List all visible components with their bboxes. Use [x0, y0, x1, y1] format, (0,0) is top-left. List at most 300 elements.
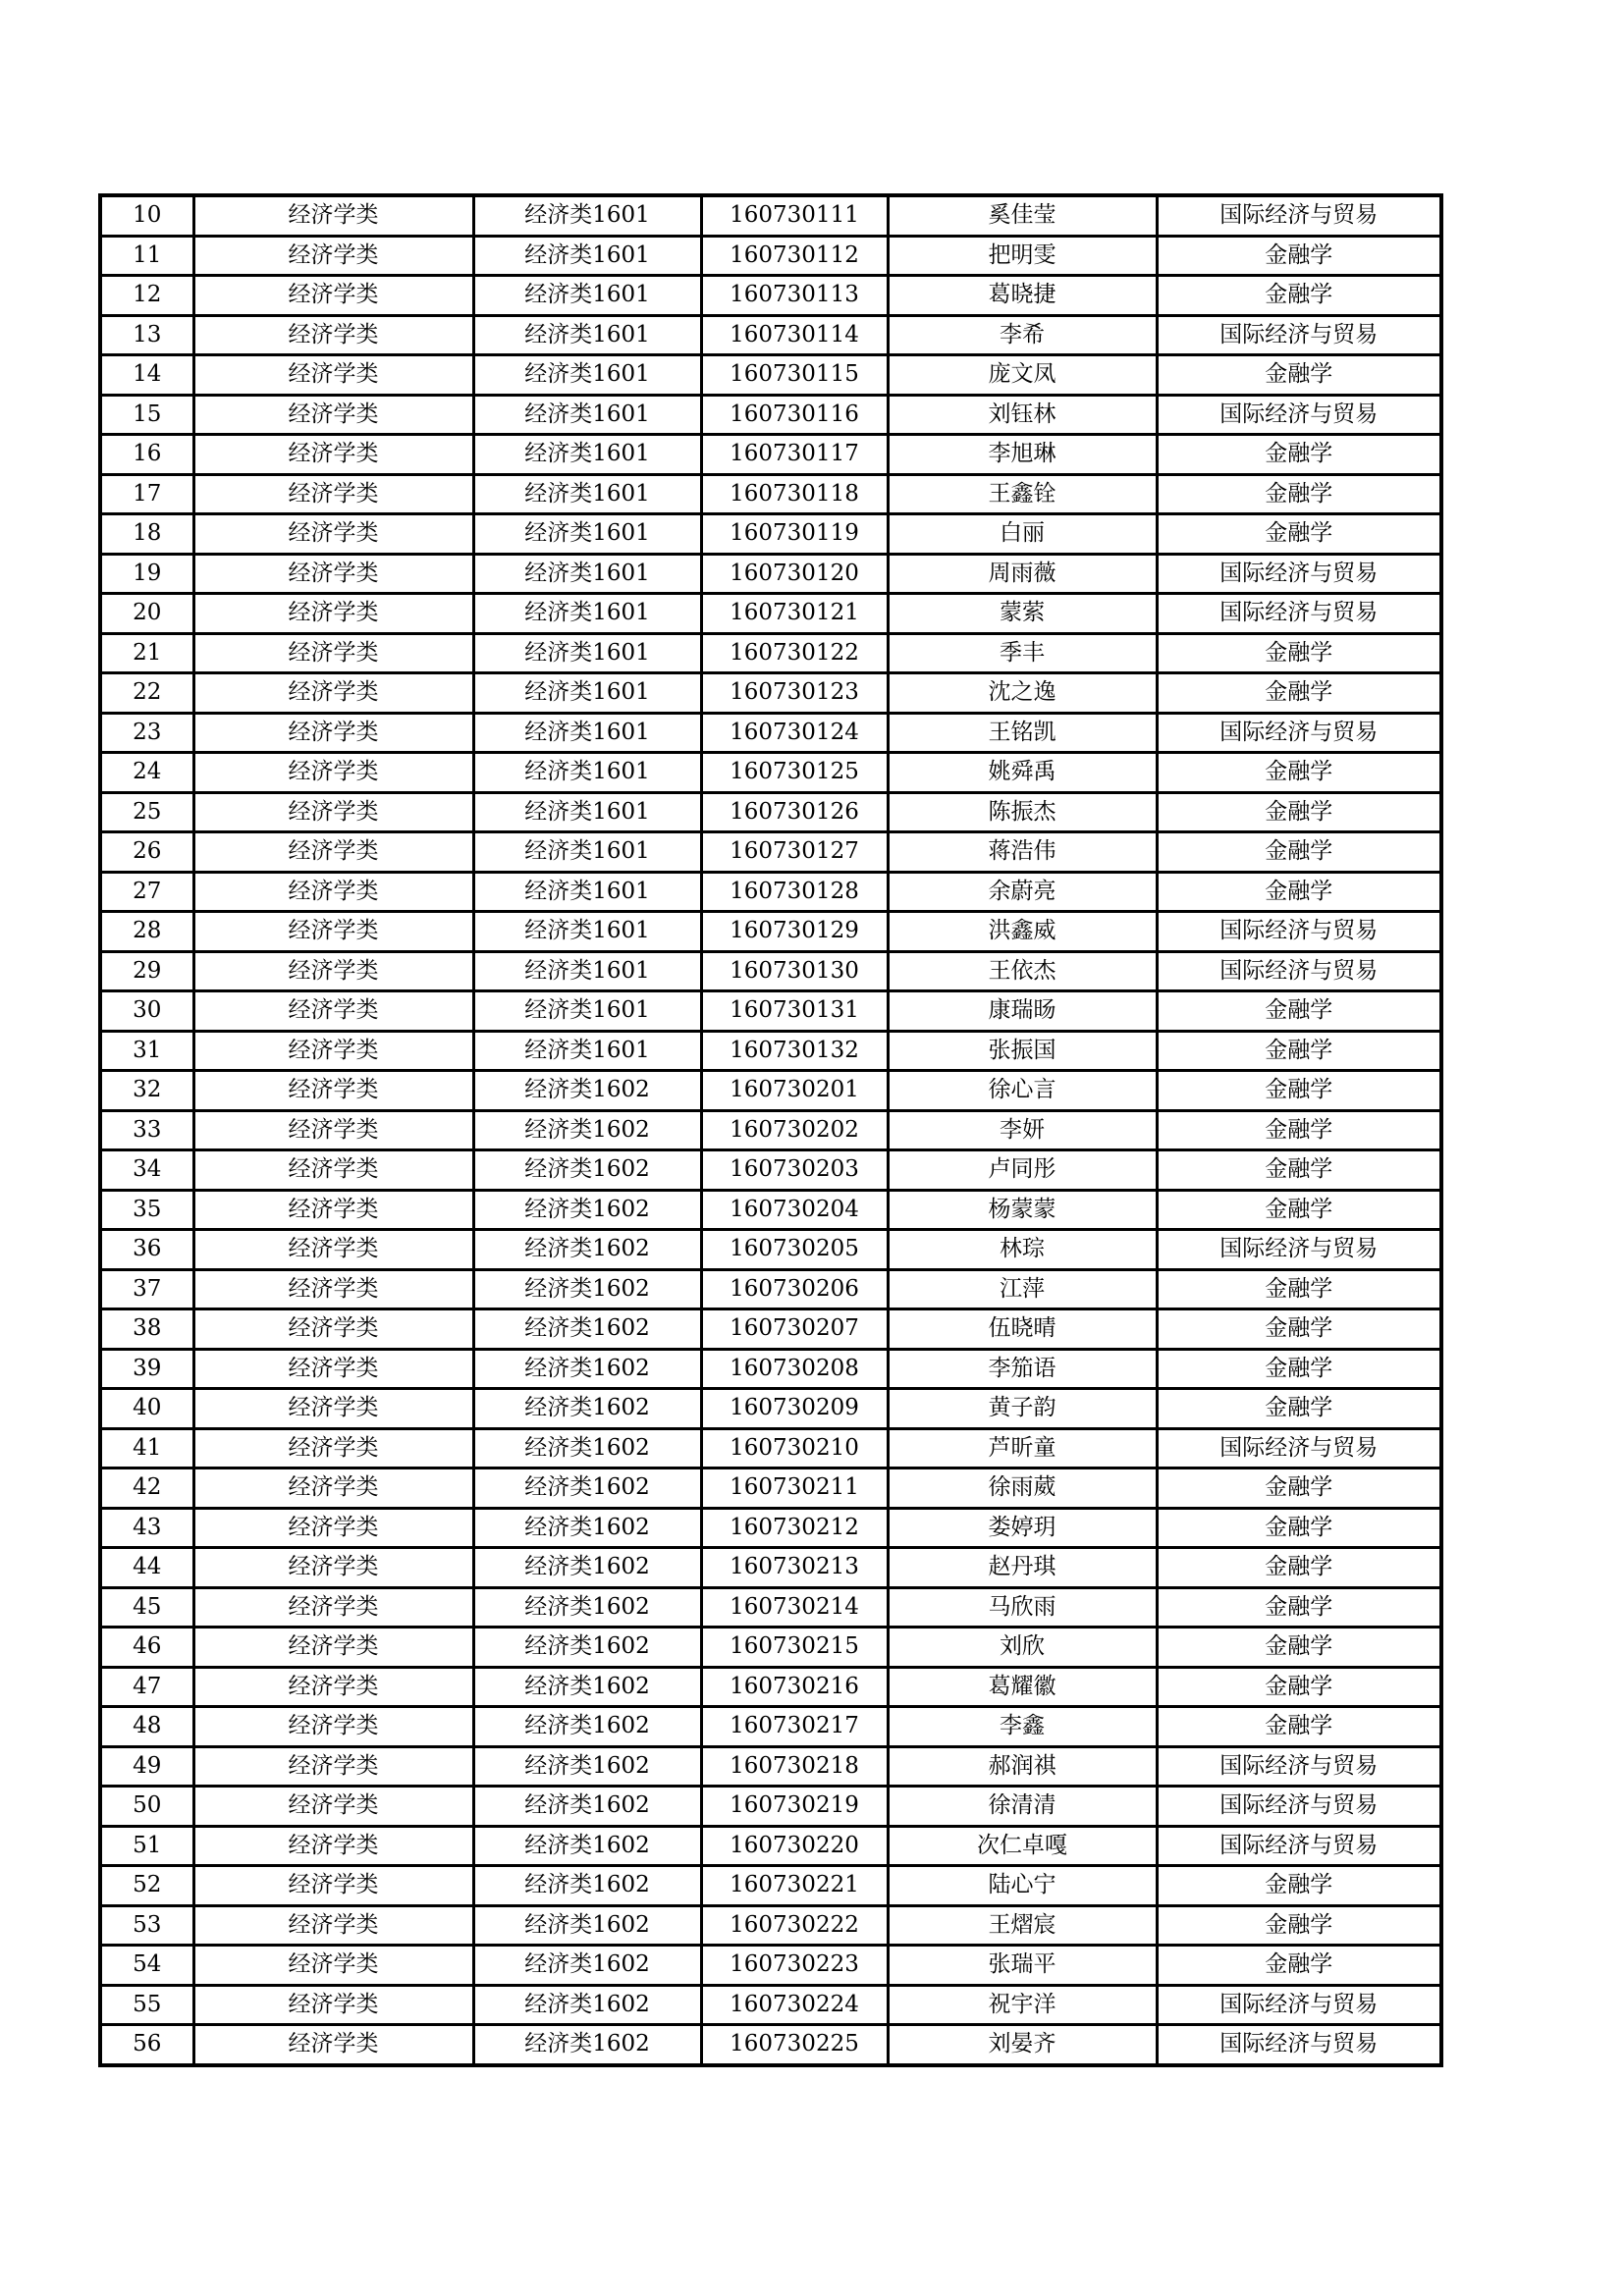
table-row: [100, 1031, 1441, 1071]
cell-row_number: 29: [100, 951, 193, 991]
cell-row_number: 23: [100, 713, 193, 753]
cell-row_number: 24: [100, 753, 193, 793]
table-row: [100, 991, 1441, 1032]
cell-class: 经济类1601: [473, 276, 701, 316]
cell-class: 经济类1602: [473, 1508, 701, 1548]
table-row: [100, 1628, 1441, 1668]
table-row: [100, 1866, 1441, 1906]
cell-major: 金融学: [1157, 1071, 1441, 1111]
cell-category: 经济学类: [193, 276, 473, 316]
cell-major: 金融学: [1157, 514, 1441, 555]
cell-name: 祝宇洋: [888, 1985, 1157, 2025]
cell-class: 经济类1601: [473, 753, 701, 793]
cell-major: 金融学: [1157, 1628, 1441, 1668]
cell-row_number: 21: [100, 633, 193, 673]
cell-category: 经济学类: [193, 1428, 473, 1468]
cell-category: 经济学类: [193, 554, 473, 594]
cell-name: 徐清清: [888, 1787, 1157, 1827]
cell-name: 次仁卓嘎: [888, 1826, 1157, 1866]
table-row: [100, 713, 1441, 753]
cell-category: 经济学类: [193, 1826, 473, 1866]
cell-class: 经济类1602: [473, 1071, 701, 1111]
cell-class: 经济类1602: [473, 1428, 701, 1468]
cell-student_id: 160730212: [701, 1508, 888, 1548]
cell-student_id: 160730223: [701, 1946, 888, 1986]
cell-name: 陈振杰: [888, 792, 1157, 832]
cell-student_id: 160730207: [701, 1309, 888, 1350]
cell-row_number: 30: [100, 991, 193, 1032]
cell-category: 经济学类: [193, 1667, 473, 1707]
cell-class: 经济类1602: [473, 1309, 701, 1350]
cell-name: 李旭琳: [888, 435, 1157, 475]
cell-student_id: 160730124: [701, 713, 888, 753]
cell-class: 经济类1602: [473, 1150, 701, 1191]
cell-student_id: 160730215: [701, 1628, 888, 1668]
cell-class: 经济类1602: [473, 1787, 701, 1827]
cell-class: 经济类1602: [473, 1866, 701, 1906]
table-row: [100, 1587, 1441, 1628]
cell-major: 国际经济与贸易: [1157, 713, 1441, 753]
cell-class: 经济类1601: [473, 673, 701, 714]
cell-row_number: 37: [100, 1269, 193, 1309]
cell-class: 经济类1602: [473, 1946, 701, 1986]
cell-row_number: 34: [100, 1150, 193, 1191]
table-row: [100, 474, 1441, 514]
cell-name: 蒋浩伟: [888, 832, 1157, 873]
cell-category: 经济学类: [193, 1230, 473, 1270]
cell-category: 经济学类: [193, 1269, 473, 1309]
cell-row_number: 26: [100, 832, 193, 873]
table-row: [100, 276, 1441, 316]
cell-major: 金融学: [1157, 1150, 1441, 1191]
cell-major: 金融学: [1157, 1866, 1441, 1906]
cell-class: 经济类1601: [473, 236, 701, 276]
cell-student_id: 160730113: [701, 276, 888, 316]
cell-class: 经济类1602: [473, 1110, 701, 1150]
cell-major: 金融学: [1157, 1309, 1441, 1350]
cell-name: 赵丹琪: [888, 1548, 1157, 1588]
cell-category: 经济学类: [193, 1787, 473, 1827]
cell-major: 国际经济与贸易: [1157, 1230, 1441, 1270]
cell-class: 经济类1602: [473, 1905, 701, 1946]
cell-class: 经济类1602: [473, 1628, 701, 1668]
cell-name: 黄子韵: [888, 1389, 1157, 1429]
cell-row_number: 36: [100, 1230, 193, 1270]
cell-class: 经济类1601: [473, 554, 701, 594]
cell-category: 经济学类: [193, 633, 473, 673]
cell-row_number: 50: [100, 1787, 193, 1827]
cell-student_id: 160730121: [701, 594, 888, 634]
cell-major: 金融学: [1157, 753, 1441, 793]
cell-student_id: 160730126: [701, 792, 888, 832]
table-row: [100, 1468, 1441, 1509]
cell-name: 王铭凯: [888, 713, 1157, 753]
cell-row_number: 49: [100, 1746, 193, 1787]
cell-major: 国际经济与贸易: [1157, 1985, 1441, 2025]
cell-student_id: 160730119: [701, 514, 888, 555]
cell-row_number: 38: [100, 1309, 193, 1350]
cell-name: 李妍: [888, 1110, 1157, 1150]
cell-class: 经济类1601: [473, 474, 701, 514]
cell-student_id: 160730130: [701, 951, 888, 991]
cell-row_number: 13: [100, 315, 193, 355]
cell-name: 徐心言: [888, 1071, 1157, 1111]
cell-row_number: 12: [100, 276, 193, 316]
cell-class: 经济类1602: [473, 1190, 701, 1230]
table-row: [100, 1667, 1441, 1707]
cell-row_number: 17: [100, 474, 193, 514]
cell-class: 经济类1602: [473, 1389, 701, 1429]
table-row: [100, 1985, 1441, 2025]
cell-row_number: 28: [100, 912, 193, 952]
cell-row_number: 15: [100, 395, 193, 435]
table-row: [100, 1508, 1441, 1548]
cell-class: 经济类1602: [473, 1667, 701, 1707]
cell-row_number: 16: [100, 435, 193, 475]
cell-row_number: 41: [100, 1428, 193, 1468]
cell-category: 经济学类: [193, 1707, 473, 1747]
cell-category: 经济学类: [193, 1587, 473, 1628]
cell-major: 金融学: [1157, 872, 1441, 912]
cell-category: 经济学类: [193, 435, 473, 475]
cell-student_id: 160730118: [701, 474, 888, 514]
cell-name: 伍晓晴: [888, 1309, 1157, 1350]
cell-category: 经济学类: [193, 1071, 473, 1111]
cell-row_number: 51: [100, 1826, 193, 1866]
cell-major: 国际经济与贸易: [1157, 395, 1441, 435]
cell-major: 金融学: [1157, 1905, 1441, 1946]
cell-major: 金融学: [1157, 673, 1441, 714]
table-row: [100, 673, 1441, 714]
cell-class: 经济类1601: [473, 713, 701, 753]
cell-row_number: 31: [100, 1031, 193, 1071]
cell-student_id: 160730206: [701, 1269, 888, 1309]
table-row: [100, 1826, 1441, 1866]
table-row: [100, 395, 1441, 435]
cell-row_number: 46: [100, 1628, 193, 1668]
cell-category: 经济学类: [193, 872, 473, 912]
cell-name: 刘欣: [888, 1628, 1157, 1668]
cell-row_number: 42: [100, 1468, 193, 1509]
cell-category: 经济学类: [193, 1389, 473, 1429]
cell-major: 金融学: [1157, 474, 1441, 514]
cell-student_id: 160730213: [701, 1548, 888, 1588]
table-row: [100, 1230, 1441, 1270]
table-row: [100, 1389, 1441, 1429]
cell-major: 金融学: [1157, 991, 1441, 1032]
cell-class: 经济类1601: [473, 315, 701, 355]
cell-name: 庞文凤: [888, 355, 1157, 396]
cell-row_number: 44: [100, 1548, 193, 1588]
cell-row_number: 19: [100, 554, 193, 594]
cell-name: 季丰: [888, 633, 1157, 673]
cell-category: 经济学类: [193, 1110, 473, 1150]
cell-name: 刘钰林: [888, 395, 1157, 435]
roster-table-body: [100, 195, 1441, 2065]
cell-category: 经济学类: [193, 395, 473, 435]
table-row: [100, 236, 1441, 276]
cell-student_id: 160730222: [701, 1905, 888, 1946]
cell-name: 李鑫: [888, 1707, 1157, 1747]
cell-student_id: 160730128: [701, 872, 888, 912]
cell-name: 洪鑫威: [888, 912, 1157, 952]
cell-major: 金融学: [1157, 1707, 1441, 1747]
cell-category: 经济学类: [193, 594, 473, 634]
cell-name: 马欣雨: [888, 1587, 1157, 1628]
cell-row_number: 45: [100, 1587, 193, 1628]
cell-major: 金融学: [1157, 1946, 1441, 1986]
cell-major: 金融学: [1157, 1349, 1441, 1389]
cell-name: 蒙萦: [888, 594, 1157, 634]
cell-row_number: 22: [100, 673, 193, 714]
cell-student_id: 160730224: [701, 1985, 888, 2025]
cell-class: 经济类1601: [473, 1031, 701, 1071]
cell-row_number: 40: [100, 1389, 193, 1429]
table-row: [100, 1787, 1441, 1827]
cell-student_id: 160730203: [701, 1150, 888, 1191]
cell-name: 王依杰: [888, 951, 1157, 991]
table-row: [100, 1746, 1441, 1787]
cell-student_id: 160730216: [701, 1667, 888, 1707]
cell-category: 经济学类: [193, 1468, 473, 1509]
cell-student_id: 160730115: [701, 355, 888, 396]
cell-row_number: 52: [100, 1866, 193, 1906]
cell-category: 经济学类: [193, 951, 473, 991]
document-page: [98, 193, 1443, 2067]
table-row: [100, 1269, 1441, 1309]
cell-major: 金融学: [1157, 276, 1441, 316]
cell-name: 王鑫铨: [888, 474, 1157, 514]
student-roster-table: [98, 193, 1443, 2067]
table-row: [100, 195, 1441, 236]
cell-class: 经济类1601: [473, 912, 701, 952]
cell-category: 经济学类: [193, 1190, 473, 1230]
cell-major: 国际经济与贸易: [1157, 912, 1441, 952]
cell-class: 经济类1602: [473, 1269, 701, 1309]
cell-major: 金融学: [1157, 1587, 1441, 1628]
table-row: [100, 1905, 1441, 1946]
cell-major: 金融学: [1157, 236, 1441, 276]
cell-major: 国际经济与贸易: [1157, 1746, 1441, 1787]
cell-row_number: 14: [100, 355, 193, 396]
cell-major: 金融学: [1157, 792, 1441, 832]
table-row: [100, 2025, 1441, 2065]
cell-student_id: 160730211: [701, 1468, 888, 1509]
cell-row_number: 53: [100, 1905, 193, 1946]
table-row: [100, 1190, 1441, 1230]
cell-name: 徐雨葳: [888, 1468, 1157, 1509]
cell-category: 经济学类: [193, 753, 473, 793]
table-row: [100, 753, 1441, 793]
cell-student_id: 160730123: [701, 673, 888, 714]
cell-category: 经济学类: [193, 2025, 473, 2065]
cell-class: 经济类1602: [473, 1349, 701, 1389]
cell-class: 经济类1602: [473, 1230, 701, 1270]
cell-row_number: 47: [100, 1667, 193, 1707]
cell-row_number: 54: [100, 1946, 193, 1986]
cell-category: 经济学类: [193, 792, 473, 832]
cell-name: 张振国: [888, 1031, 1157, 1071]
cell-row_number: 18: [100, 514, 193, 555]
table-row: [100, 554, 1441, 594]
cell-student_id: 160730125: [701, 753, 888, 793]
cell-row_number: 48: [100, 1707, 193, 1747]
cell-class: 经济类1602: [473, 1587, 701, 1628]
cell-row_number: 27: [100, 872, 193, 912]
cell-major: 金融学: [1157, 1508, 1441, 1548]
cell-name: 余蔚亮: [888, 872, 1157, 912]
cell-category: 经济学类: [193, 673, 473, 714]
cell-class: 经济类1601: [473, 872, 701, 912]
cell-class: 经济类1602: [473, 1548, 701, 1588]
cell-major: 金融学: [1157, 1389, 1441, 1429]
cell-class: 经济类1601: [473, 832, 701, 873]
cell-name: 杨蒙蒙: [888, 1190, 1157, 1230]
cell-category: 经济学类: [193, 315, 473, 355]
cell-class: 经济类1601: [473, 633, 701, 673]
table-row: [100, 633, 1441, 673]
cell-row_number: 33: [100, 1110, 193, 1150]
cell-row_number: 43: [100, 1508, 193, 1548]
cell-major: 国际经济与贸易: [1157, 1428, 1441, 1468]
cell-name: 王熠宸: [888, 1905, 1157, 1946]
cell-category: 经济学类: [193, 1349, 473, 1389]
cell-name: 葛耀徽: [888, 1667, 1157, 1707]
cell-class: 经济类1602: [473, 1468, 701, 1509]
cell-category: 经济学类: [193, 474, 473, 514]
cell-student_id: 160730221: [701, 1866, 888, 1906]
cell-student_id: 160730202: [701, 1110, 888, 1150]
cell-student_id: 160730218: [701, 1746, 888, 1787]
cell-major: 国际经济与贸易: [1157, 315, 1441, 355]
table-row: [100, 792, 1441, 832]
cell-name: 周雨薇: [888, 554, 1157, 594]
cell-name: 李笳语: [888, 1349, 1157, 1389]
cell-name: 芦昕童: [888, 1428, 1157, 1468]
table-row: [100, 594, 1441, 634]
table-row: [100, 951, 1441, 991]
cell-major: 金融学: [1157, 435, 1441, 475]
table-row: [100, 912, 1441, 952]
cell-category: 经济学类: [193, 514, 473, 555]
cell-category: 经济学类: [193, 1548, 473, 1588]
table-row: [100, 514, 1441, 555]
cell-row_number: 10: [100, 195, 193, 236]
cell-student_id: 160730214: [701, 1587, 888, 1628]
cell-student_id: 160730204: [701, 1190, 888, 1230]
cell-category: 经济学类: [193, 1150, 473, 1191]
cell-major: 国际经济与贸易: [1157, 1787, 1441, 1827]
table-row: [100, 1150, 1441, 1191]
cell-student_id: 160730132: [701, 1031, 888, 1071]
cell-row_number: 11: [100, 236, 193, 276]
cell-class: 经济类1602: [473, 1985, 701, 2025]
cell-student_id: 160730209: [701, 1389, 888, 1429]
cell-major: 国际经济与贸易: [1157, 2025, 1441, 2065]
table-row: [100, 1349, 1441, 1389]
cell-name: 把明雯: [888, 236, 1157, 276]
table-row: [100, 1548, 1441, 1588]
cell-class: 经济类1601: [473, 594, 701, 634]
cell-name: 沈之逸: [888, 673, 1157, 714]
cell-row_number: 55: [100, 1985, 193, 2025]
cell-major: 金融学: [1157, 1667, 1441, 1707]
cell-student_id: 160730116: [701, 395, 888, 435]
cell-row_number: 39: [100, 1349, 193, 1389]
cell-category: 经济学类: [193, 1309, 473, 1350]
table-row: [100, 315, 1441, 355]
cell-major: 金融学: [1157, 1269, 1441, 1309]
cell-class: 经济类1601: [473, 514, 701, 555]
cell-student_id: 160730120: [701, 554, 888, 594]
table-row: [100, 1946, 1441, 1986]
cell-name: 康瑞旸: [888, 991, 1157, 1032]
cell-student_id: 160730111: [701, 195, 888, 236]
cell-category: 经济学类: [193, 1866, 473, 1906]
cell-class: 经济类1601: [473, 355, 701, 396]
cell-student_id: 160730219: [701, 1787, 888, 1827]
cell-row_number: 35: [100, 1190, 193, 1230]
cell-name: 白丽: [888, 514, 1157, 555]
cell-student_id: 160730210: [701, 1428, 888, 1468]
cell-category: 经济学类: [193, 1628, 473, 1668]
cell-category: 经济学类: [193, 355, 473, 396]
cell-class: 经济类1601: [473, 195, 701, 236]
cell-student_id: 160730122: [701, 633, 888, 673]
cell-student_id: 160730129: [701, 912, 888, 952]
cell-major: 国际经济与贸易: [1157, 1826, 1441, 1866]
cell-name: 奚佳莹: [888, 195, 1157, 236]
cell-category: 经济学类: [193, 912, 473, 952]
cell-name: 郝润祺: [888, 1746, 1157, 1787]
cell-name: 姚舜禹: [888, 753, 1157, 793]
cell-class: 经济类1601: [473, 951, 701, 991]
table-row: [100, 1428, 1441, 1468]
cell-name: 张瑞平: [888, 1946, 1157, 1986]
cell-category: 经济学类: [193, 195, 473, 236]
cell-category: 经济学类: [193, 236, 473, 276]
cell-category: 经济学类: [193, 1508, 473, 1548]
cell-class: 经济类1602: [473, 1707, 701, 1747]
cell-name: 陆心宁: [888, 1866, 1157, 1906]
table-row: [100, 1707, 1441, 1747]
table-row: [100, 1071, 1441, 1111]
cell-major: 金融学: [1157, 355, 1441, 396]
table-row: [100, 872, 1441, 912]
cell-name: 葛晓捷: [888, 276, 1157, 316]
cell-student_id: 160730112: [701, 236, 888, 276]
cell-category: 经济学类: [193, 1985, 473, 2025]
cell-row_number: 25: [100, 792, 193, 832]
cell-major: 国际经济与贸易: [1157, 195, 1441, 236]
cell-major: 国际经济与贸易: [1157, 951, 1441, 991]
cell-major: 金融学: [1157, 633, 1441, 673]
cell-category: 经济学类: [193, 1946, 473, 1986]
cell-student_id: 160730208: [701, 1349, 888, 1389]
cell-class: 经济类1602: [473, 1826, 701, 1866]
cell-name: 林琮: [888, 1230, 1157, 1270]
cell-major: 国际经济与贸易: [1157, 554, 1441, 594]
cell-student_id: 160730205: [701, 1230, 888, 1270]
cell-category: 经济学类: [193, 832, 473, 873]
cell-class: 经济类1601: [473, 395, 701, 435]
cell-major: 金融学: [1157, 1110, 1441, 1150]
cell-category: 经济学类: [193, 991, 473, 1032]
cell-student_id: 160730114: [701, 315, 888, 355]
cell-name: 李希: [888, 315, 1157, 355]
cell-student_id: 160730131: [701, 991, 888, 1032]
table-row: [100, 832, 1441, 873]
